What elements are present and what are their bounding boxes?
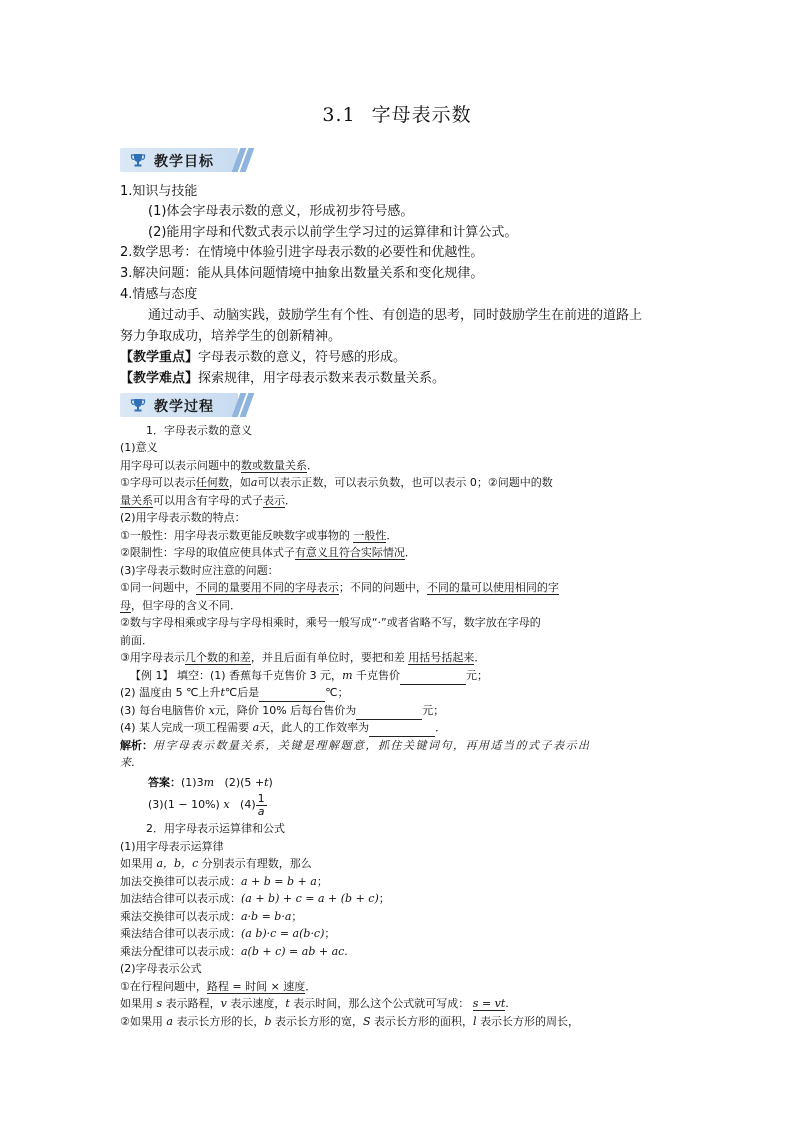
text-line: ①同一问题中，不同的量要用不同的字母表示；不同的问题中，不同的量可以使用相同的字: [120, 581, 559, 594]
difficult-point: 【教学难点】探索规律，用字母表示数来表示数量关系。: [120, 371, 446, 386]
text-line: (2)字母表示公式: [120, 962, 202, 975]
text-line: ①在行程问题中，路程 = 时间 × 速度．: [120, 980, 317, 993]
text-line: ②限制性：字母的取值应使具体式子有意义且符合实际情况．: [120, 546, 416, 559]
text-line: ②如果用 a 表示长方形的长，b 表示长方形的宽，S 表示长方形的面积，l 表示长方形的周长，: [120, 1015, 580, 1028]
text-line: (2)用字母表示数的特点：: [120, 511, 246, 524]
text-line: 乘法分配律可以表示成：a(b + c) = ab + ac.: [120, 945, 348, 958]
objective-line: 2.数学思考：在情境中体验引进字母表示数的必要性和优越性。: [120, 245, 484, 260]
objective-line: 3.解决问题：能从具体问题情境中抽象出数量关系和变化规律。: [120, 266, 484, 281]
subsection-heading: 2．用字母表示运算律和公式: [146, 822, 285, 835]
text-line: ②数与字母相乘或字母与字母相乘时，乘号一般写成“·”或者省略不写，数字放在字母的: [120, 616, 541, 629]
answer-line: 答案：(1)3m (2)(5 +t): [148, 776, 273, 789]
section-number: 3.1: [322, 104, 356, 126]
text-line: 母，但字母的含义不同．: [120, 599, 241, 612]
text-line: (1)意义: [120, 441, 158, 454]
objective-line: 1.知识与技能: [120, 184, 198, 199]
text-line: ③用字母表示几个数的和差，并且后面有单位时，要把和差 用括号括起来．: [120, 651, 486, 664]
trophy-icon: [130, 152, 146, 168]
page-title: [0, 100, 794, 127]
text-line: 如果用 a，b，c 分别表示有理数，那么: [120, 857, 312, 870]
banner-label: 教学过程: [154, 399, 214, 415]
text-line: 乘法结合律可以表示成：(a b)·c = a(b·c)；: [120, 927, 336, 940]
trophy-icon: [130, 397, 146, 413]
text-line: 前面．: [120, 634, 153, 647]
answer-blank: [259, 689, 325, 702]
fraction: $\frac{1}{a}$: [257, 791, 265, 818]
example-3-line: (3) 每台电脑售价 x元，降价 10% 后每台售价为 元；: [120, 702, 444, 720]
text-line: 加法交换律可以表示成：a + b = b + a；: [120, 875, 328, 888]
banner-process: [120, 393, 248, 417]
text-line: 用字母可以表示问题中的数或数量关系．: [120, 459, 318, 472]
objective-line: 4.情感与态度: [120, 287, 198, 302]
text-line: (1)用字母表示运算律: [120, 840, 224, 853]
key-point: 【教学重点】字母表示数的意义，符号感的形成。: [120, 350, 407, 365]
text-line: ①字母可以表示任何数，如a可以表示正数，可以表示负数，也可以表示 0；②问题中的数: [120, 476, 553, 489]
example-2-line: (2) 温度由 5 ℃上升t℃后是 ℃；: [120, 684, 349, 702]
text-line: 量关系可以用含有字母的式子表示．: [120, 494, 296, 507]
objective-line: (1)体会字母表示数的意义，形成初步符号感。: [148, 204, 414, 219]
text-line: 加法结合律可以表示成：(a + b) + c = a + (b + c)；: [120, 892, 390, 905]
banner-objectives: [120, 148, 248, 172]
analysis-line: 解析：用字母表示数量关系，关键是理解题意，抓住关键词句，再用适当的式子表示出: [120, 739, 591, 752]
text-line: ①一般性：用字母表示数更能反映数字或事物的 一般性．: [120, 529, 398, 542]
answer-blank: [400, 672, 466, 685]
banner-label: 教学目标: [154, 154, 214, 170]
analysis-line: 来．: [120, 756, 142, 769]
example-1-line: 【例 1】 填空：(1) 香蕉每千克售价 3 元，m 千克售价 元；: [120, 667, 488, 685]
answer-line: (3)(1 − 10%) x (4) $\frac{1}{a}$: [148, 791, 265, 818]
section-title: 字母表示数: [371, 104, 472, 126]
text-line: (3)字母表示数时应注意的问题：: [120, 564, 279, 577]
text-line: 如果用 s 表示路程，v 表示速度，t 表示时间，那么这个公式就可写成： s = vt.: [120, 997, 509, 1010]
answer-blank: [369, 724, 435, 737]
answer-blank: [356, 707, 422, 720]
objective-line: 通过动手、动脑实践，鼓励学生有个性、有创造的思考，同时鼓励学生在前进的道路上: [148, 308, 643, 323]
example-4-line: (4) 某人完成一项工程需要 a天，此人的工作效率为 ．: [120, 719, 446, 737]
objective-line: (2)能用字母和代数式表示以前学生学习过的运算律和计算公式。: [148, 225, 518, 240]
text-line: 乘法交换律可以表示成：a·b = b·a；: [120, 910, 303, 923]
subsection-heading: 1．字母表示数的意义: [146, 424, 252, 437]
objective-line: 努力争取成功，培养学生的创新精神。: [120, 329, 342, 344]
